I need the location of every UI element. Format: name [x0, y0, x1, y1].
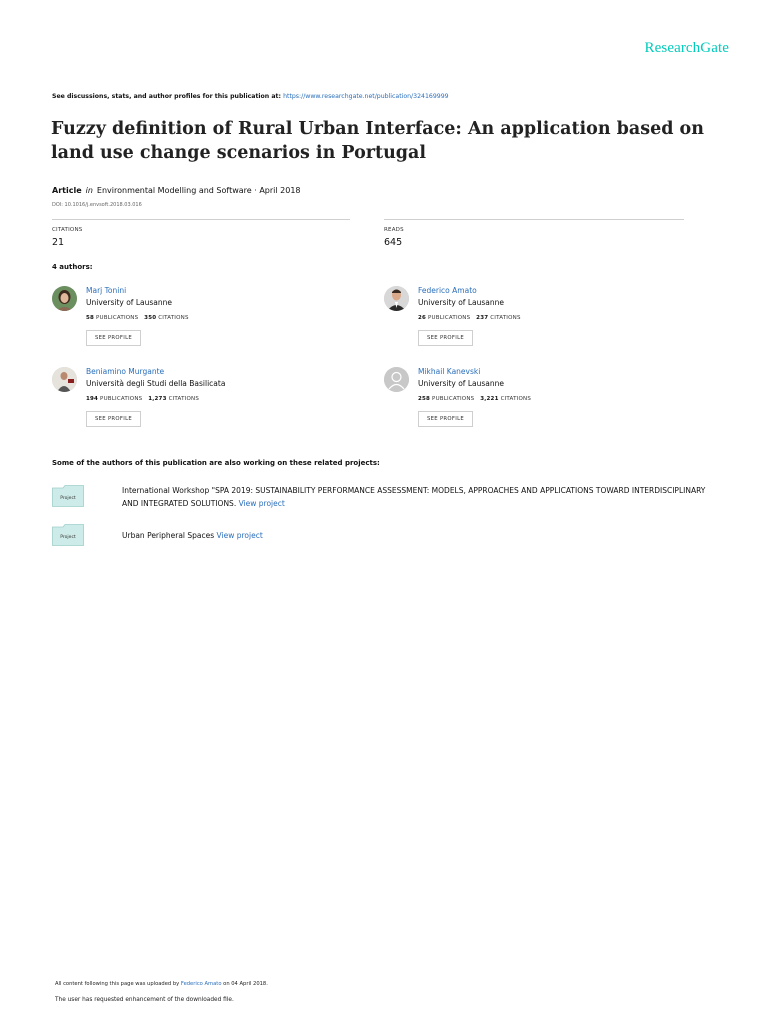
publications-label: PUBLICATIONS: [432, 396, 475, 402]
citations-divider: [52, 219, 350, 220]
citations-value: 21: [52, 237, 65, 248]
publications-count: 194: [86, 396, 99, 402]
citations-count: 1,273: [148, 396, 167, 402]
project-icon-label: Project: [60, 496, 76, 501]
project-title: International Workshop "SPA 2019: SUSTAINABILITY PERFORMANCE ASSESSMENT: MODELS, APPROACHES AND APPLICATIONS TOWARD INTERDISCIPLINARY AND INTEGRATED SOLUTIONS.: [122, 486, 706, 508]
related-projects-label: Some of the authors of this publication are also working on these related projects:: [52, 459, 380, 467]
uploader-link[interactable]: Federico Amato: [180, 981, 222, 987]
author-name-link[interactable]: Federico Amato: [418, 286, 477, 295]
author-affiliation: University of Lausanne: [86, 298, 172, 307]
upload-suffix: on 04 April 2018.: [221, 981, 268, 987]
publication-meta: [52, 186, 301, 195]
authors-label: 4 authors:: [52, 263, 93, 271]
author-card: [52, 286, 352, 356]
project-item: [122, 484, 712, 510]
author-avatar[interactable]: [52, 286, 77, 311]
default-avatar-icon: [384, 367, 409, 392]
author-card: [384, 367, 684, 437]
reads-label: READS: [384, 227, 404, 233]
publications-label: PUBLICATIONS: [96, 315, 139, 321]
project-folder-icon[interactable]: [52, 524, 84, 546]
author-stats: [418, 315, 521, 321]
journal-name: Environmental Modelling and Software · April 2018: [96, 186, 301, 195]
article-type: Article: [52, 186, 82, 195]
upload-prefix: All content following this page was uploaded by: [55, 981, 181, 987]
publications-count: 258: [418, 396, 431, 402]
citations-label: CITATIONS: [52, 227, 83, 233]
author-affiliation: Università degli Studi della Basilicata: [86, 379, 226, 388]
view-project-link[interactable]: View project: [216, 531, 263, 540]
avatar-photo-icon: [384, 286, 409, 311]
author-card: [384, 286, 684, 356]
author-affiliation: University of Lausanne: [418, 298, 504, 307]
view-project-link[interactable]: View project: [238, 499, 285, 508]
upload-note: [55, 981, 268, 987]
see-profile-button[interactable]: SEE PROFILE: [418, 411, 473, 427]
citations-label: CITATIONS: [490, 315, 521, 321]
discussions-line: [52, 93, 449, 100]
avatar-photo-icon: [52, 286, 77, 311]
publications-count: 26: [418, 315, 427, 321]
citations-label: CITATIONS: [158, 315, 189, 321]
see-profile-button[interactable]: SEE PROFILE: [86, 411, 141, 427]
author-avatar[interactable]: [384, 286, 409, 311]
author-card: [52, 367, 352, 437]
citations-count: 237: [476, 315, 489, 321]
paper-title: Fuzzy definition of Rural Urban Interface: An application based on land use change scenarios in Portugal: [51, 119, 704, 163]
project-folder-icon[interactable]: [52, 485, 84, 507]
author-avatar[interactable]: [384, 367, 409, 392]
publications-label: PUBLICATIONS: [428, 315, 471, 321]
author-affiliation: University of Lausanne: [418, 379, 504, 388]
researchgate-logo[interactable]: ResearchGate: [644, 40, 729, 56]
see-profile-button[interactable]: SEE PROFILE: [418, 330, 473, 346]
author-name-link[interactable]: Beniamino Murgante: [86, 367, 165, 376]
author-stats: [418, 396, 531, 402]
author-name-link[interactable]: Marj Tonini: [86, 286, 127, 295]
avatar-photo-icon: [52, 367, 77, 392]
publications-label: PUBLICATIONS: [100, 396, 143, 402]
project-item: [122, 529, 712, 542]
enhancement-note: The user has requested enhancement of the downloaded file.: [55, 997, 234, 1003]
author-name-link[interactable]: Mikhail Kanevski: [418, 367, 481, 376]
citations-count: 350: [144, 315, 157, 321]
citations-count: 3,221: [480, 396, 499, 402]
reads-divider: [384, 219, 684, 220]
doi: DOI: 10.1016/j.envsoft.2018.03.016: [52, 202, 142, 208]
publication-url-link[interactable]: https://www.researchgate.net/publication/324169999: [283, 93, 449, 100]
project-title: Urban Peripheral Spaces: [122, 531, 215, 540]
reads-value: 645: [384, 237, 403, 248]
citations-label: CITATIONS: [500, 396, 532, 402]
author-stats: [86, 315, 189, 321]
in-word: in: [85, 186, 93, 195]
author-stats: [86, 396, 199, 402]
author-avatar[interactable]: [52, 367, 77, 392]
discussions-text: See discussions, stats, and author profiles for this publication at:: [52, 93, 284, 100]
publications-count: 58: [86, 315, 95, 321]
see-profile-button[interactable]: SEE PROFILE: [86, 330, 141, 346]
citations-label: CITATIONS: [168, 396, 200, 402]
project-icon-label: Project: [60, 535, 76, 540]
